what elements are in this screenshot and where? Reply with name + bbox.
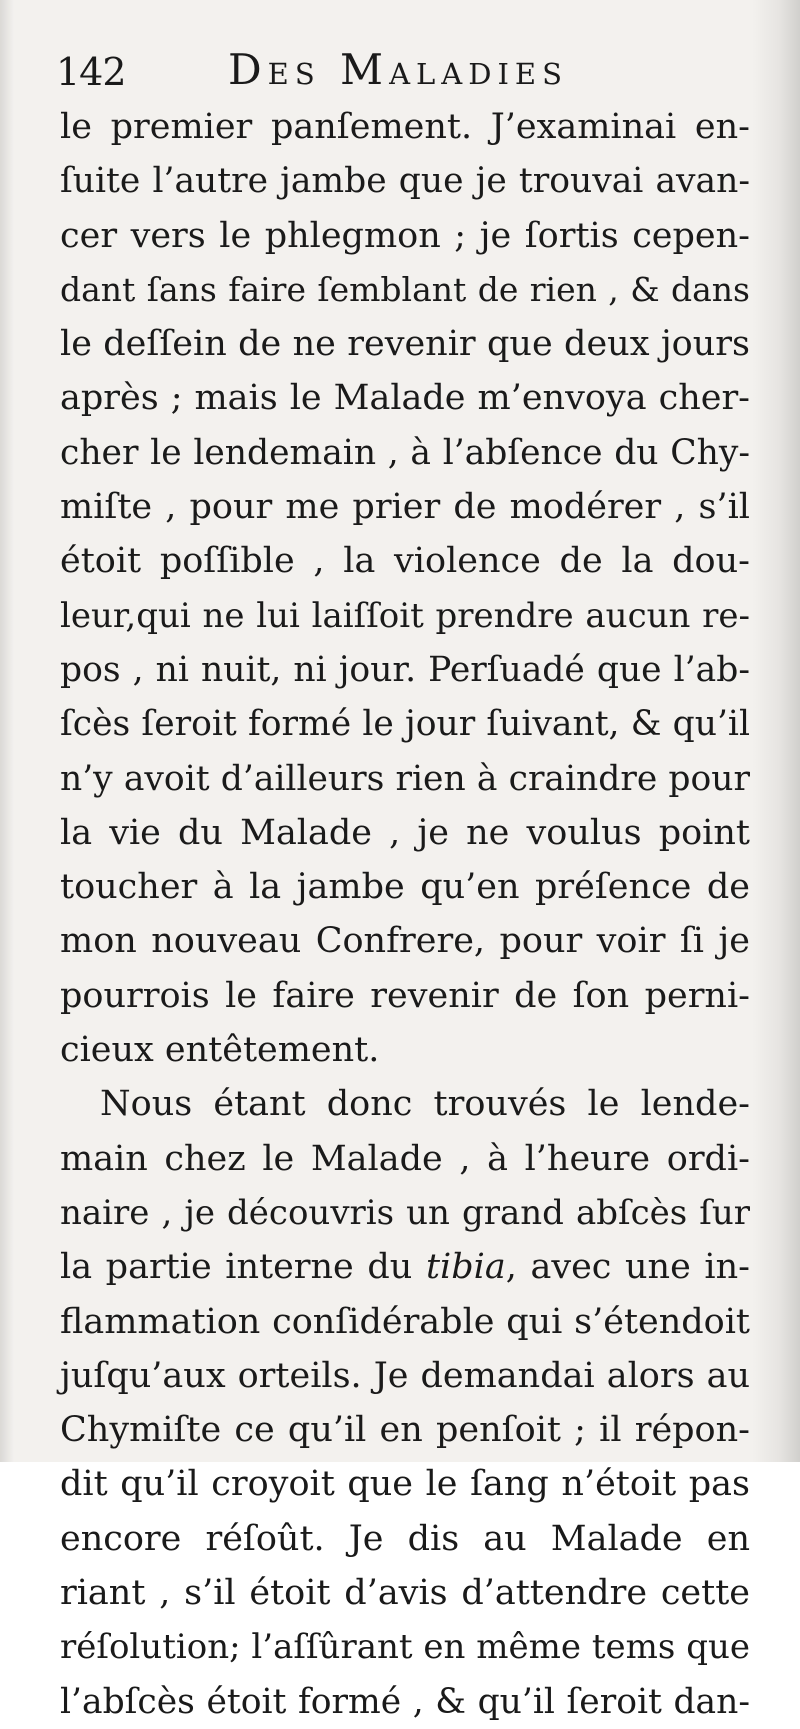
text-line: main chez le Malade , à l’heure ordi- (60, 1138, 750, 1179)
text-run: , avec une in- (505, 1247, 750, 1288)
text-line: flammation conſidérable qui s’étendoit (60, 1301, 750, 1342)
text-line: riant , s’il étoit d’avis d’attendre cette (60, 1573, 750, 1614)
italic-term: tibia (425, 1247, 506, 1288)
text-line: mon nouveau Confrere, pour voir ſi je (60, 921, 750, 962)
page-number: 142 (56, 50, 126, 94)
text-line: après ; mais le Malade m’envoya cher- (60, 378, 750, 419)
text-line: ſuite l’autre jambe que je trouvai avan- (60, 161, 750, 202)
text-line: le premier panſement. J’examinai en- (60, 107, 750, 147)
text-line: dant ſans faire ſemblant de rien , & dans (60, 269, 750, 309)
page-left-shadow (0, 0, 14, 1462)
text-line: Chymiſte ce qu’il en penſoit ; il répon- (60, 1410, 750, 1451)
text-line: l’abſcès étoit formé , & qu’il ſeroit dan- (60, 1681, 750, 1722)
text-line: pos , ni nuit, ni jour. Perſuadé que l’ab- (60, 649, 750, 690)
text-line: naire , je découvris un grand abſcès ſur (60, 1192, 750, 1233)
text-line: ſcès ſeroit formé le jour ſuivant, & qu’il (60, 704, 750, 745)
text-line: pourrois le faire revenir de ſon perni- (60, 975, 750, 1016)
paragraph-end-line: cieux entêtement. (60, 1030, 380, 1071)
text-line: réſolution; l’aſſûrant en même tems que (60, 1627, 750, 1668)
body-text (60, 100, 750, 1729)
text-line: dit qu’il croyoit que le ſang n’étoit pas (60, 1464, 750, 1505)
text-run: la partie interne du (60, 1247, 426, 1288)
text-line (60, 1240, 750, 1294)
text-line: le deſſein de ne revenir que deux jours (60, 324, 750, 365)
page-gutter-shadow (752, 0, 800, 1462)
text-line: toucher à la jambe qu’en préſence de (60, 867, 750, 908)
text-line: cher le lendemain , à l’abſence du Chy- (60, 432, 750, 473)
text-line: juſqu’aux orteils. Je demandai alors au (60, 1355, 750, 1396)
text-line: la vie du Malade , je ne voulus point (60, 812, 750, 853)
paragraph-start-line: Nous étant donc trouvés le lende- (100, 1084, 750, 1125)
text-line: cer vers le phlegmon ; je ſortis cepen- (60, 215, 750, 256)
running-title: Des Maladies (228, 45, 568, 94)
text-line: n’y avoit d’ailleurs rien à craindre pour (60, 758, 750, 799)
text-line: encore réſoût. Je dis au Malade en (60, 1518, 750, 1559)
text-line: miſte , pour me prier de modérer , s’il (60, 487, 750, 528)
running-head (56, 44, 756, 100)
text-line: étoit poſſible , la violence de la dou- (60, 541, 750, 582)
text-line: leur,qui ne lui laiſſoit prendre aucun re- (60, 595, 750, 636)
